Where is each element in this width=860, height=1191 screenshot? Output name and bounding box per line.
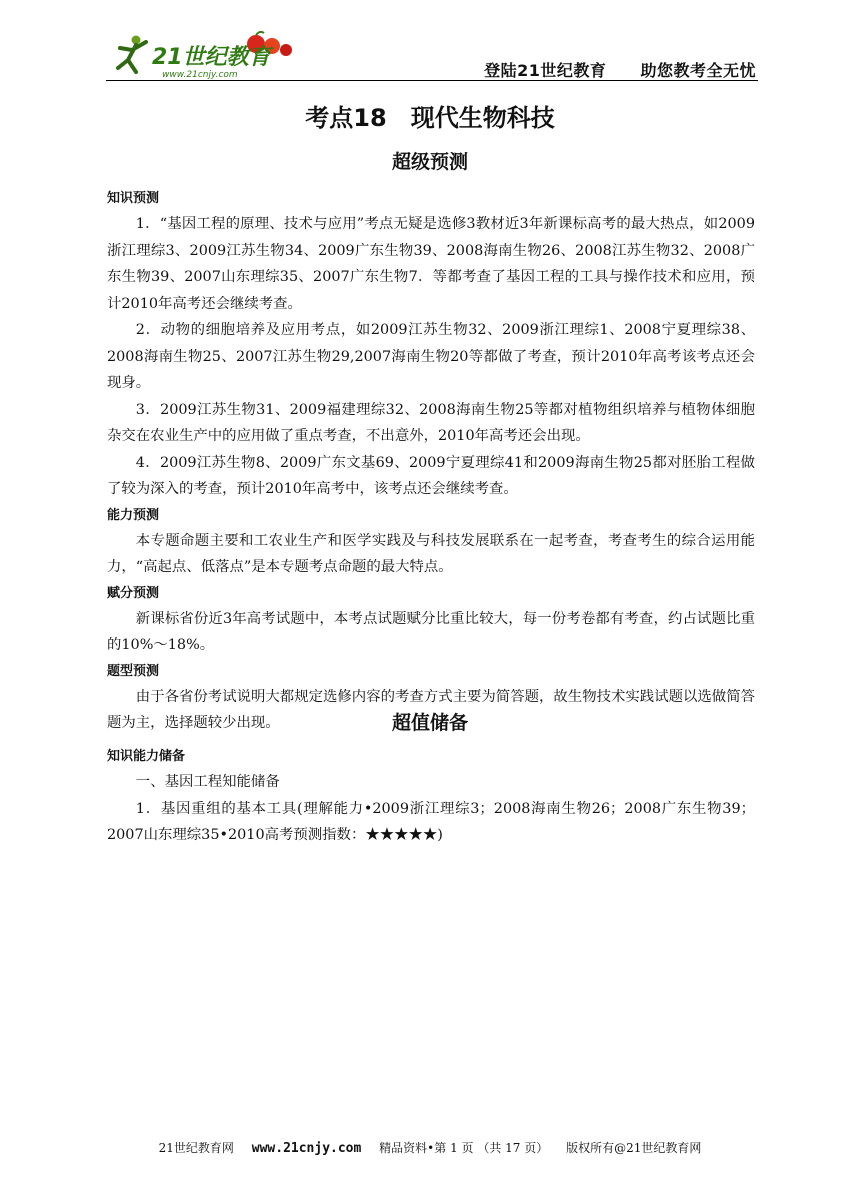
header-slogan bbox=[484, 58, 756, 81]
storage-section bbox=[107, 744, 755, 849]
score-prediction-text: 新课标省份近3年高考试题中，本考点试题赋分比重比较大，每一份考卷都有考查，约占试题比重的10%～18%。 bbox=[107, 610, 755, 653]
section-title-storage: 超值储备 bbox=[391, 712, 468, 734]
footer-copyright: 版权所有@21世纪教育网 bbox=[566, 1141, 702, 1155]
svg-text:www.21cnjy.com: www.21cnjy.com bbox=[162, 70, 238, 80]
ability-prediction-label: 能力预测 bbox=[107, 507, 160, 523]
svg-text:21世纪教育: 21世纪教育 bbox=[152, 45, 271, 70]
site-logo[interactable] bbox=[106, 28, 306, 80]
knowledge-item-1: 1．“基因工程的原理、技术与应用”考点无疑是选修3教材近3年新课标高考的最大热点，如2009浙江理综3、2009江苏生物34、2009广东生物39、2008海南生物26、2008江苏生物32、2008广东生物39、2007山东理综35、2007广东生物7．等都考查了基因工程的工具与操作技术和应用，预计2010年高考还会继续考查。 bbox=[107, 216, 755, 312]
page-title: 考点18 现代生物科技 bbox=[305, 104, 555, 132]
page-header bbox=[106, 28, 756, 80]
knowledge-item-3: 3．2009江苏生物31、2009福建理综32、2008海南生物25等都对植物组织培养与植物体细胞杂交在农业生产中的应用做了重点考查，不出意外，2010年高考还会出现。 bbox=[107, 401, 755, 444]
type-prediction-text: 由于各省份考试说明大都规定选修内容的考查方式主要为简答题，故生物技术实践试题以选做简答题为主，选择题较少出现。 bbox=[107, 688, 755, 731]
prediction-section bbox=[107, 186, 755, 737]
header-divider bbox=[106, 80, 758, 81]
knowledge-item-4: 4．2009江苏生物8、2009广东文基69、2009宁夏理综41和2009海南生物25都对胚胎工程做了较为深入的考查，预计2010年高考中，该考点还会继续考查。 bbox=[107, 454, 755, 497]
knowledge-prediction-label: 知识预测 bbox=[107, 191, 160, 206]
footer-url-link[interactable]: www.21cnjy.com bbox=[251, 1141, 362, 1156]
storage-item-1: 1．基因重组的基本工具(理解能力•2009浙江理综3；2008海南生物26；2008广东生物39；2007山东理综35•2010高考预测指数：★★★★★) bbox=[107, 800, 755, 843]
ability-prediction-text: 本专题命题主要和工农业生产和医学实践及与科技发展联系在一起考查，考查考生的综合运用能力，“高起点、低落点”是本专题考点命题的最大特点。 bbox=[107, 532, 755, 575]
knowledge-item-2: 2．动物的细胞培养及应用考点，如2009江苏生物32、2009浙江理综1、2008宁夏理综38、2008海南生物25、2007江苏生物29,2007海南生物20等都做了考查，预计2010年高考该考点还会现身。 bbox=[107, 322, 755, 391]
footer-site-name: 21世纪教育网 bbox=[158, 1141, 234, 1155]
footer-page-info: 精品资料•第 1 页 （共 17 页） bbox=[379, 1141, 549, 1155]
page-footer bbox=[0, 1139, 860, 1156]
knowledge-ability-storage-label: 知识能力储备 bbox=[107, 749, 186, 764]
slogan-login: 登陆21世纪教育 bbox=[484, 61, 607, 80]
score-prediction-label: 赋分预测 bbox=[107, 585, 160, 601]
section-title-prediction: 超级预测 bbox=[391, 151, 468, 173]
type-prediction-label: 题型预测 bbox=[107, 663, 160, 679]
slogan-motto: 助您教考全无忧 bbox=[640, 61, 756, 80]
storage-subheading: 一、基因工程知能储备 bbox=[135, 774, 280, 790]
